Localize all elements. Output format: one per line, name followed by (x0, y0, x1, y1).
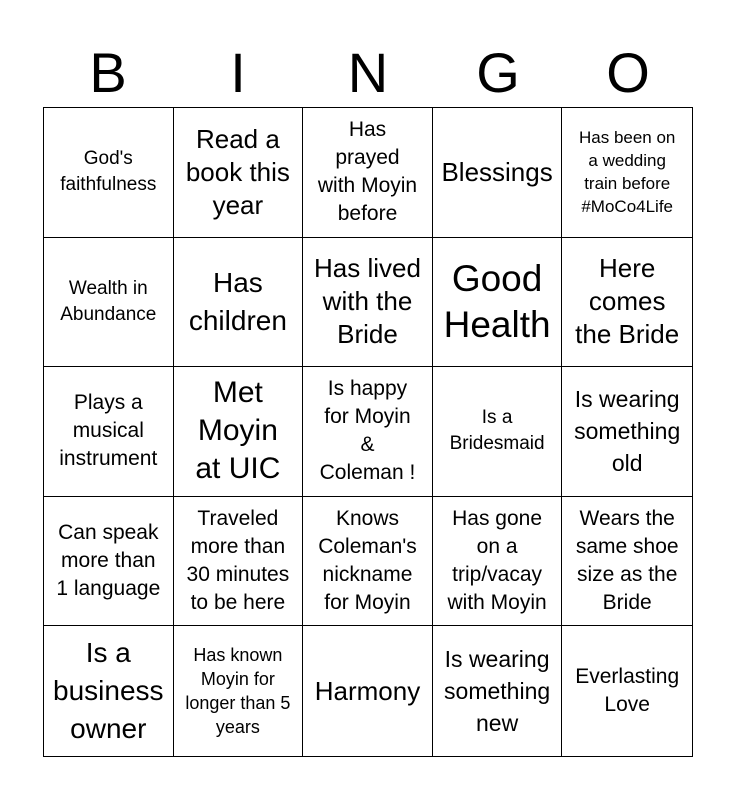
header-letter-b: B (89, 41, 127, 104)
bingo-cell[interactable] (303, 108, 433, 238)
cell-text: Wears the same shoe size as the Bride (575, 507, 679, 615)
cell-text: Has children (188, 266, 287, 336)
bingo-cell[interactable] (44, 108, 174, 238)
header-letter-o: O (606, 41, 650, 104)
bingo-cell[interactable] (303, 626, 433, 756)
header-letter-n: N (347, 41, 389, 104)
cell-text: Has gone on a trip/vacay with Moyin (447, 507, 547, 615)
bingo-cell[interactable] (433, 108, 563, 238)
bingo-cell[interactable] (174, 238, 304, 368)
bingo-cell[interactable] (44, 238, 174, 368)
header-letter-i: I (230, 41, 246, 104)
cell-text: Here comes the Bride (575, 253, 680, 350)
bingo-cell[interactable] (303, 497, 433, 627)
cell-text: Plays a musical instrument (59, 391, 158, 471)
bingo-cell[interactable] (44, 367, 174, 497)
cell-text: Traveled more than 30 minutes to be here (186, 507, 290, 615)
cell-text: Read a book this year (185, 123, 290, 220)
bingo-cell[interactable] (433, 238, 563, 368)
cell-text: Is a Bridesmaid (449, 407, 545, 455)
bingo-cell[interactable] (562, 108, 692, 238)
bingo-cell[interactable] (303, 238, 433, 368)
cell-text: Harmony (314, 675, 421, 706)
header-letter-g: G (476, 41, 520, 104)
bingo-cell[interactable] (433, 626, 563, 756)
bingo-cell[interactable] (174, 626, 304, 756)
cell-text: Everlasting Love (575, 665, 680, 717)
bingo-cell[interactable] (174, 497, 304, 627)
bingo-cell[interactable] (562, 367, 692, 497)
cell-text: God's faithfulness (60, 148, 157, 196)
bingo-cell[interactable] (303, 367, 433, 497)
bingo-cell[interactable] (44, 497, 174, 627)
bingo-cell[interactable] (562, 497, 692, 627)
cell-text: Is happy for Moyin & Coleman ! (319, 377, 416, 485)
cell-text: Wealth in Abundance (60, 277, 157, 325)
cell-text: Can speak more than 1 language (56, 521, 161, 601)
bingo-cell[interactable] (562, 238, 692, 368)
cell-text: Has prayed with Moyin before (317, 118, 418, 226)
cell-text: Knows Coleman's nickname for Moyin (318, 507, 417, 615)
cell-text: Blessings (441, 156, 553, 187)
cell-text: Is wearing something new (444, 646, 551, 737)
cell-text: Good Health (443, 257, 551, 345)
cell-text: Is wearing something old (574, 386, 681, 477)
bingo-cell[interactable] (174, 367, 304, 497)
bingo-header (43, 38, 693, 108)
cell-text: Is a business owner (53, 637, 164, 745)
cell-text: Has been on a wedding train before #MoCo4Life (578, 128, 676, 217)
bingo-board (43, 107, 693, 757)
bingo-cell[interactable] (433, 497, 563, 627)
bingo-cell[interactable] (562, 626, 692, 756)
bingo-cell[interactable] (44, 626, 174, 756)
cell-text: Met Moyin at UIC (195, 376, 281, 486)
cell-text: Has lived with the Bride (314, 253, 421, 350)
cell-text: Has known Moyin for longer than 5 years (185, 645, 291, 738)
bingo-cell[interactable] (174, 108, 304, 238)
bingo-cell[interactable] (433, 367, 563, 497)
